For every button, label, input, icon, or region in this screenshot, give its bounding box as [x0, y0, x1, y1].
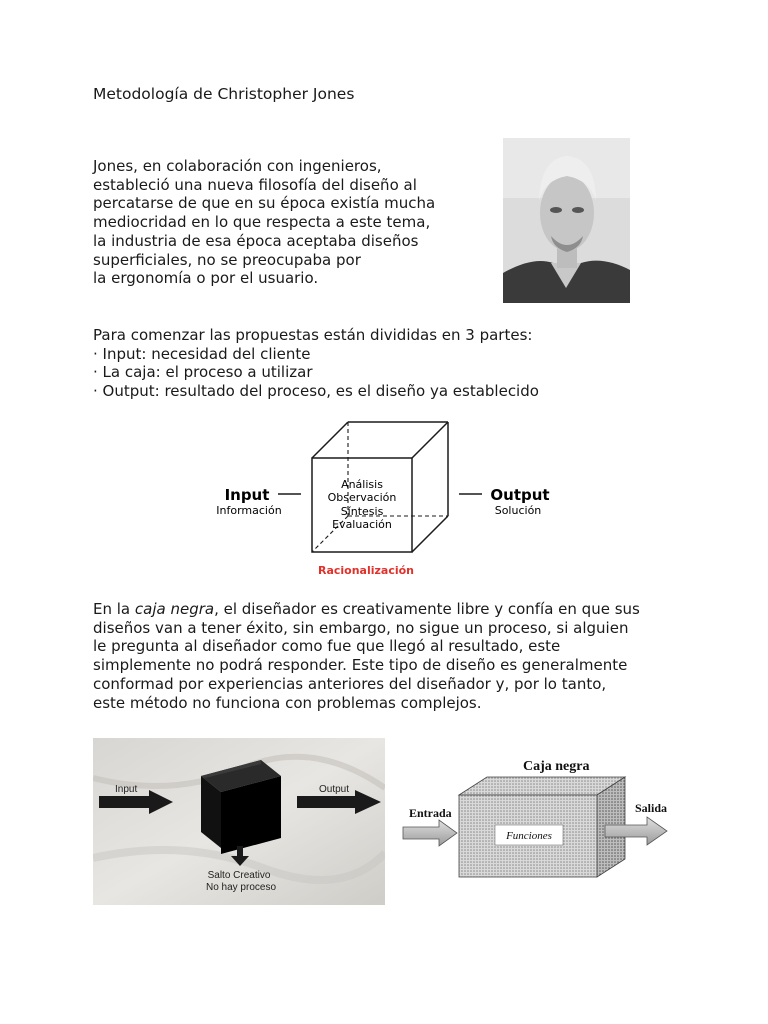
rationalization-diagram — [200, 418, 580, 580]
functions-label: Funciones — [506, 830, 552, 842]
diagram-caption: Racionalización — [317, 564, 415, 577]
diagram-output-sub: Solución — [494, 504, 542, 517]
box-item-sintesis: Síntesis — [340, 505, 384, 518]
intro-line: Jones, en colaboración con ingenieros, — [93, 157, 382, 175]
photo-output-label: Output — [319, 784, 350, 795]
box-item-evaluacion: Evaluación — [332, 518, 392, 531]
parts-paragraph — [93, 326, 539, 401]
diagram-output-label: Output — [490, 486, 550, 504]
entrada-label: Entrada — [409, 806, 452, 820]
creative-leap-image — [93, 738, 385, 905]
box-item-observacion: Observación — [327, 491, 397, 504]
black-box-line: diseños van a tener éxito, sin embargo, no sigue un proceso, si alguien — [93, 618, 629, 637]
parts-item-box: · La caja: el proceso a utilizar — [93, 363, 313, 382]
black-box-post: , el diseñador es creativamente libre y confía en que sus — [214, 600, 640, 618]
black-box-paragraph — [93, 600, 640, 712]
black-cube-icon — [201, 760, 281, 854]
black-box-title: Caja negra — [523, 759, 590, 774]
intro-line: estableció una nueva filosofía del diseño al — [93, 175, 417, 194]
box-item-analisis: Análisis — [341, 478, 383, 491]
photo-input-label: Input — [115, 784, 138, 795]
intro-line: la ergonomía o por el usuario. — [93, 269, 319, 288]
intro-line: superficiales, no se preocupaba por — [93, 250, 361, 269]
black-box-line: este método no funciona con problemas complejos. — [93, 693, 482, 712]
diagram-input-sub: Información — [216, 504, 282, 517]
black-box-line: simplemente no podrá responder. Este tipo de diseño es generalmente — [93, 656, 628, 675]
parts-item-input: · Input: necesidad del cliente — [93, 344, 311, 363]
black-box-line: conformad por experiencias anteriores del diseñador y, por lo tanto, — [93, 674, 607, 693]
black-box-line — [93, 600, 640, 619]
black-box-diagram-image — [395, 747, 692, 895]
page-title: Metodología de Christopher Jones — [93, 85, 355, 103]
intro-line: mediocridad en lo que respecta a este tema, — [93, 213, 431, 232]
diagram-input-label: Input — [224, 486, 270, 504]
parts-item-output: · Output: resultado del proceso, es el diseño ya establecido — [93, 382, 539, 401]
parts-intro-line: Para comenzar las propuestas están divididas en 3 partes: — [93, 326, 533, 344]
black-box-term: caja negra — [134, 600, 215, 618]
black-box-pre: En la — [93, 600, 135, 618]
black-box-line: le pregunta al diseñador como fue que llegó al resultado, este — [93, 637, 561, 656]
intro-paragraph — [93, 157, 435, 288]
photo-caption-1: Salto Creativo — [207, 870, 271, 881]
intro-line: percatarse de que en su época existía mucha — [93, 194, 436, 213]
intro-line: la industria de esa época aceptaba diseños — [93, 231, 419, 250]
salida-label: Salida — [635, 801, 668, 815]
photo-caption-2: No hay proceso — [205, 882, 277, 893]
portrait-photo — [503, 138, 630, 303]
